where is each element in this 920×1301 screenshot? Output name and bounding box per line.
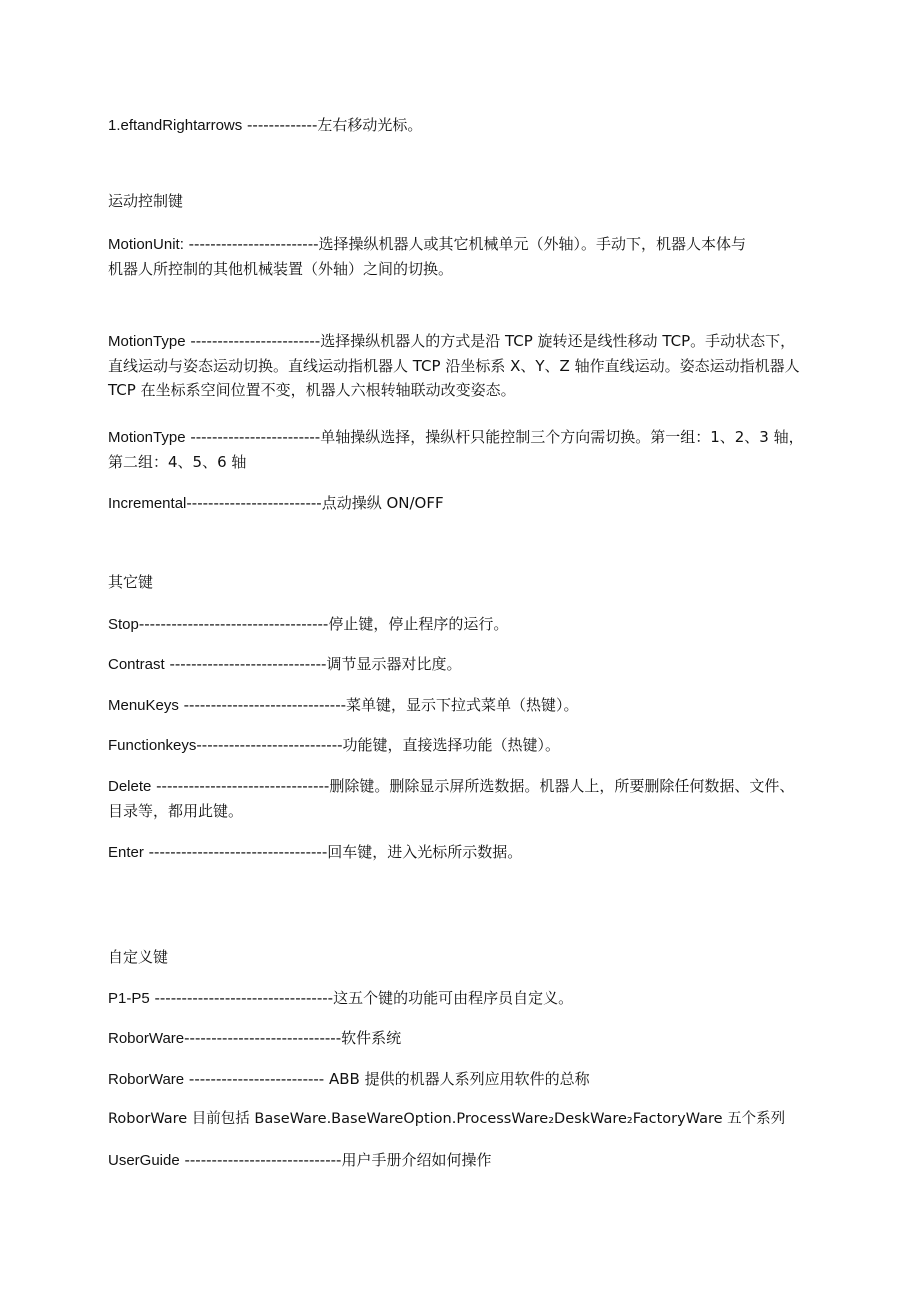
- term: MenuKeys: [108, 697, 179, 714]
- description-continued: 机器人所控制的其他机械装置（外轴）之间的切换。: [108, 260, 454, 278]
- term: MotionType: [108, 429, 186, 446]
- line-menukeys: [108, 693, 808, 718]
- line-contrast: [108, 652, 808, 677]
- description: 软件系统: [341, 1029, 402, 1047]
- description: 回车键，进入光标所示数据。: [327, 843, 523, 861]
- description: 这五个键的功能可由程序员自定义。: [333, 989, 574, 1007]
- heading-other-keys: 其它键: [108, 573, 154, 591]
- term: MotionUnit:: [108, 236, 184, 253]
- heading-motion-keys: 运动控制键: [108, 192, 184, 210]
- term: RoborWare: [108, 1030, 185, 1047]
- line-motion-type-linear: [108, 329, 808, 402]
- description: 点动操纵 ON/OFF: [321, 494, 444, 512]
- term: MotionType: [108, 333, 186, 350]
- term: Delete: [108, 778, 152, 795]
- dashes: ---------------------------: [196, 736, 343, 754]
- description: 菜单键，显示下拉式菜单（热键）。: [346, 696, 579, 714]
- description: 左右移动光标。: [317, 116, 423, 134]
- description: 删除键。删除显示屏所选数据。机器人上，所要删除任何数据、文件、目录等，都用此键。: [108, 777, 795, 820]
- line-enter: [108, 840, 808, 865]
- dashes: ---------------------------------: [143, 843, 328, 861]
- dashes: -----------------------------: [179, 1151, 342, 1169]
- dashes: -----------------------------: [164, 655, 327, 673]
- dashes: --------------------------------: [151, 777, 330, 795]
- dashes: ---------------------------------: [149, 989, 334, 1007]
- term: Functionkeys: [108, 737, 197, 754]
- term: Enter: [108, 844, 144, 861]
- dashes: -----------------------------: [184, 1029, 342, 1047]
- description: 停止键，停止程序的运行。: [328, 615, 509, 633]
- description: ABB 提供的机器人系列应用软件的总称: [329, 1070, 590, 1088]
- term: RoborWare: [108, 1071, 185, 1088]
- dashes: ------------------------: [185, 428, 321, 446]
- description: 选择操纵机器人或其它机械单元（外轴）。手动下，机器人本体与: [318, 235, 747, 253]
- line-motion-unit: [108, 232, 808, 281]
- dashes: ------------------------: [185, 332, 321, 350]
- line-functionkeys: [108, 733, 808, 758]
- line-roborware-series: RoborWare 目前包括 BaseWare.BaseWareOption.ProcessWare₂DeskWare₂FactoryWare 五个系列: [108, 1111, 786, 1127]
- term: Incremental: [108, 495, 187, 512]
- line-p1-p5: [108, 986, 808, 1011]
- description: 单轴操纵选择，操纵杆只能控制三个方向需切换。第一组：1、2、3 轴，第二组：4、5、6 轴: [108, 428, 804, 471]
- dashes: -------------: [242, 116, 318, 134]
- dashes: -------------------------: [186, 494, 322, 512]
- dashes: -----------------------------------: [138, 615, 329, 633]
- line-roborware-abb: [108, 1067, 808, 1092]
- line-motion-type-axis: [108, 425, 808, 474]
- line-delete: [108, 774, 808, 823]
- term: 1.eftandRightarrows: [108, 117, 243, 134]
- term: UserGuide: [108, 1152, 180, 1169]
- heading-custom-keys: 自定义键: [108, 948, 169, 966]
- description: 功能键，直接选择功能（热键）。: [342, 736, 561, 754]
- line-roborware-system: [108, 1026, 808, 1051]
- dashes: ------------------------: [183, 235, 319, 253]
- dashes: ------------------------------: [178, 696, 347, 714]
- line-incremental: [108, 491, 808, 516]
- description: 用户手册介绍如何操作: [341, 1151, 492, 1169]
- description: 选择操纵机器人的方式是沿 TCP 旋转还是线性移动 TCP。手动状态下，直线运动与姿态运动切换。直线运动指机器人 TCP 沿坐标系 X、Y、Z 轴作直线运动。姿态运动指机器人 TCP 在坐标系空间位置不变，机器人六根转轴联动改变姿态。: [108, 332, 800, 399]
- term: Stop: [108, 616, 139, 633]
- term: Contrast: [108, 656, 165, 673]
- description: 调节显示器对比度。: [326, 655, 462, 673]
- term: P1-P5: [108, 990, 150, 1007]
- dashes: -------------------------: [184, 1070, 329, 1088]
- line-userguide: [108, 1148, 808, 1173]
- line-left-right-arrows: [108, 113, 808, 138]
- line-stop: [108, 612, 808, 637]
